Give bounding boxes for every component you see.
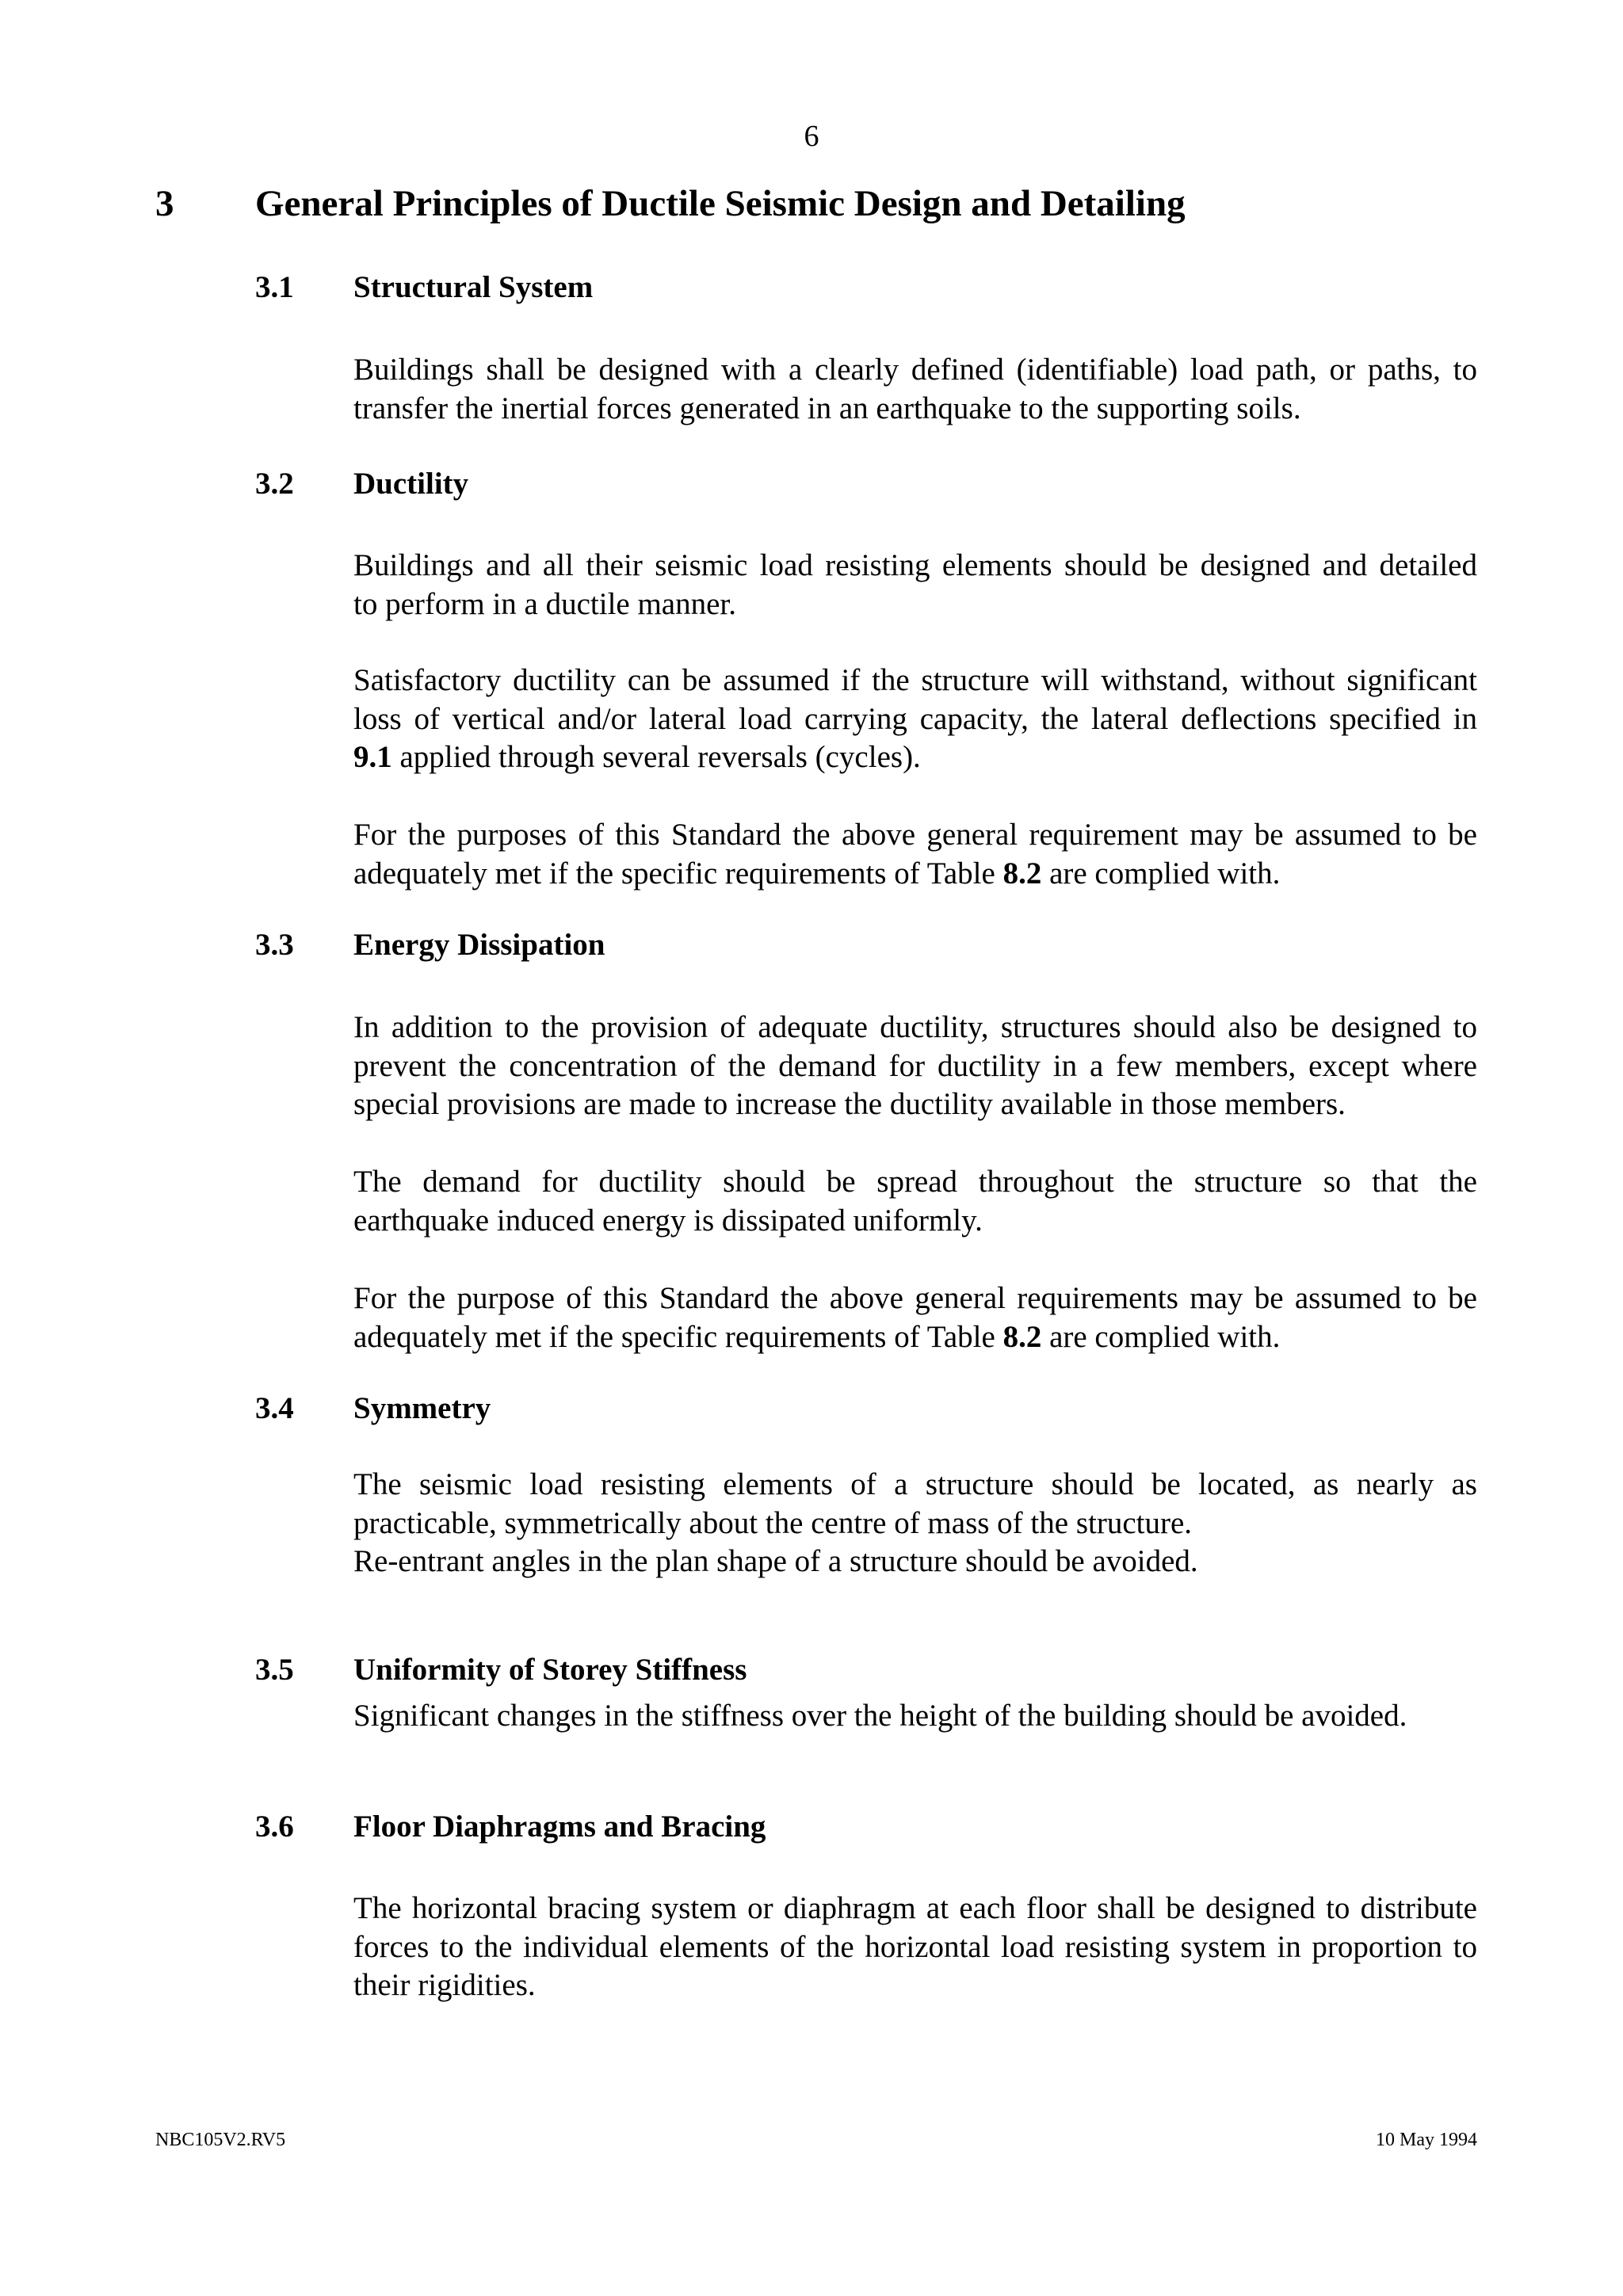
subsection-number: 3.6 xyxy=(255,1810,294,1844)
page-number: 6 xyxy=(804,120,819,153)
paragraph xyxy=(353,816,1477,893)
table-reference: 8.2 xyxy=(1002,1319,1042,1354)
paragraph-line: The demand for ductility should be spread throughout the structure so that the xyxy=(353,1165,1477,1199)
subsection-number: 3.3 xyxy=(255,928,294,962)
subsection-number: 3.5 xyxy=(255,1653,294,1687)
subsection-title: Energy Dissipation xyxy=(353,928,605,962)
paragraph xyxy=(353,1009,1477,1124)
paragraph-line: their rigidities. xyxy=(353,1968,536,2002)
line-text: adequately met if the specific requirements of Table xyxy=(353,1319,1003,1354)
paragraph-line: forces to the individual elements of the horizontal load resisting system in proportion to xyxy=(353,1929,1477,1964)
line-text: adequately met if the specific requirements of Table xyxy=(353,856,1003,891)
line-text: are complied with. xyxy=(1041,1319,1281,1354)
subsection-title: Symmetry xyxy=(353,1391,491,1425)
paragraph-line: special provisions are made to increase the ductility available in those members. xyxy=(353,1087,1346,1121)
paragraph-line: earthquake induced energy is dissipated uniformly. xyxy=(353,1203,983,1238)
footer-date: 10 May 1994 xyxy=(1376,2130,1477,2150)
paragraph xyxy=(353,547,1477,624)
paragraph xyxy=(353,1280,1477,1356)
paragraph-line: Satisfactory ductility can be assumed if the structure will withstand, without significant xyxy=(353,663,1477,697)
paragraph xyxy=(353,1163,1477,1240)
clause-reference: 9.1 xyxy=(353,740,392,774)
subsection-number: 3.2 xyxy=(255,467,294,501)
subsection-number: 3.1 xyxy=(255,270,294,304)
paragraph-line: In addition to the provision of adequate ductility, structures should also be designed to xyxy=(353,1010,1477,1044)
subsection-title: Structural System xyxy=(353,270,594,304)
paragraph-line: to perform in a ductile manner. xyxy=(353,586,737,621)
paragraph-line: transfer the inertial forces generated in an earthquake to the supporting soils. xyxy=(353,391,1301,425)
paragraph xyxy=(353,351,1477,428)
paragraph-line xyxy=(353,738,1477,777)
paragraph-line: The horizontal bracing system or diaphragm at each floor shall be designed to distribute xyxy=(353,1891,1477,1925)
section-number: 3 xyxy=(155,183,174,224)
paragraph-line: The seismic load resisting elements of a structure should be located, as nearly as xyxy=(353,1467,1477,1501)
paragraph-line: loss of vertical and/or lateral load carrying capacity, the lateral deflections specified in xyxy=(353,701,1477,736)
paragraph-line: Buildings and all their seismic load resisting elements should be designed and detailed xyxy=(353,548,1477,582)
paragraph-line: Significant changes in the stiffness over the height of the building should be avoided. xyxy=(353,1699,1407,1733)
paragraph-line xyxy=(353,1318,1477,1357)
line-text: applied through several reversals (cycles). xyxy=(391,740,921,774)
subsection-title: Floor Diaphragms and Bracing xyxy=(353,1810,766,1844)
paragraph xyxy=(353,1466,1477,1581)
paragraph xyxy=(353,662,1477,777)
paragraph-line: For the purpose of this Standard the above general requirements may be assumed to be xyxy=(353,1281,1477,1315)
section-title: General Principles of Ductile Seismic Design and Detailing xyxy=(255,183,1186,224)
paragraph-line: practicable, symmetrically about the centre of mass of the structure. xyxy=(353,1505,1193,1540)
paragraph xyxy=(353,1697,1477,1736)
paragraph-line: For the purposes of this Standard the above general requirement may be assumed to be xyxy=(353,818,1477,852)
paragraph-line xyxy=(353,855,1477,894)
table-reference: 8.2 xyxy=(1002,856,1042,891)
subsection-title: Uniformity of Storey Stiffness xyxy=(353,1653,747,1687)
paragraph-line: Re-entrant angles in the plan shape of a structure should be avoided. xyxy=(353,1544,1198,1578)
line-text: are complied with. xyxy=(1041,856,1281,891)
paragraph-line: Buildings shall be designed with a clearly defined (identifiable) load path, or paths, to xyxy=(353,353,1477,387)
footer-document-code: NBC105V2.RV5 xyxy=(155,2130,286,2150)
subsection-title: Ductility xyxy=(353,467,469,501)
subsection-number: 3.4 xyxy=(255,1391,294,1425)
paragraph-line: prevent the concentration of the demand for ductility in a few members, except where xyxy=(353,1048,1477,1083)
paragraph xyxy=(353,1890,1477,2005)
